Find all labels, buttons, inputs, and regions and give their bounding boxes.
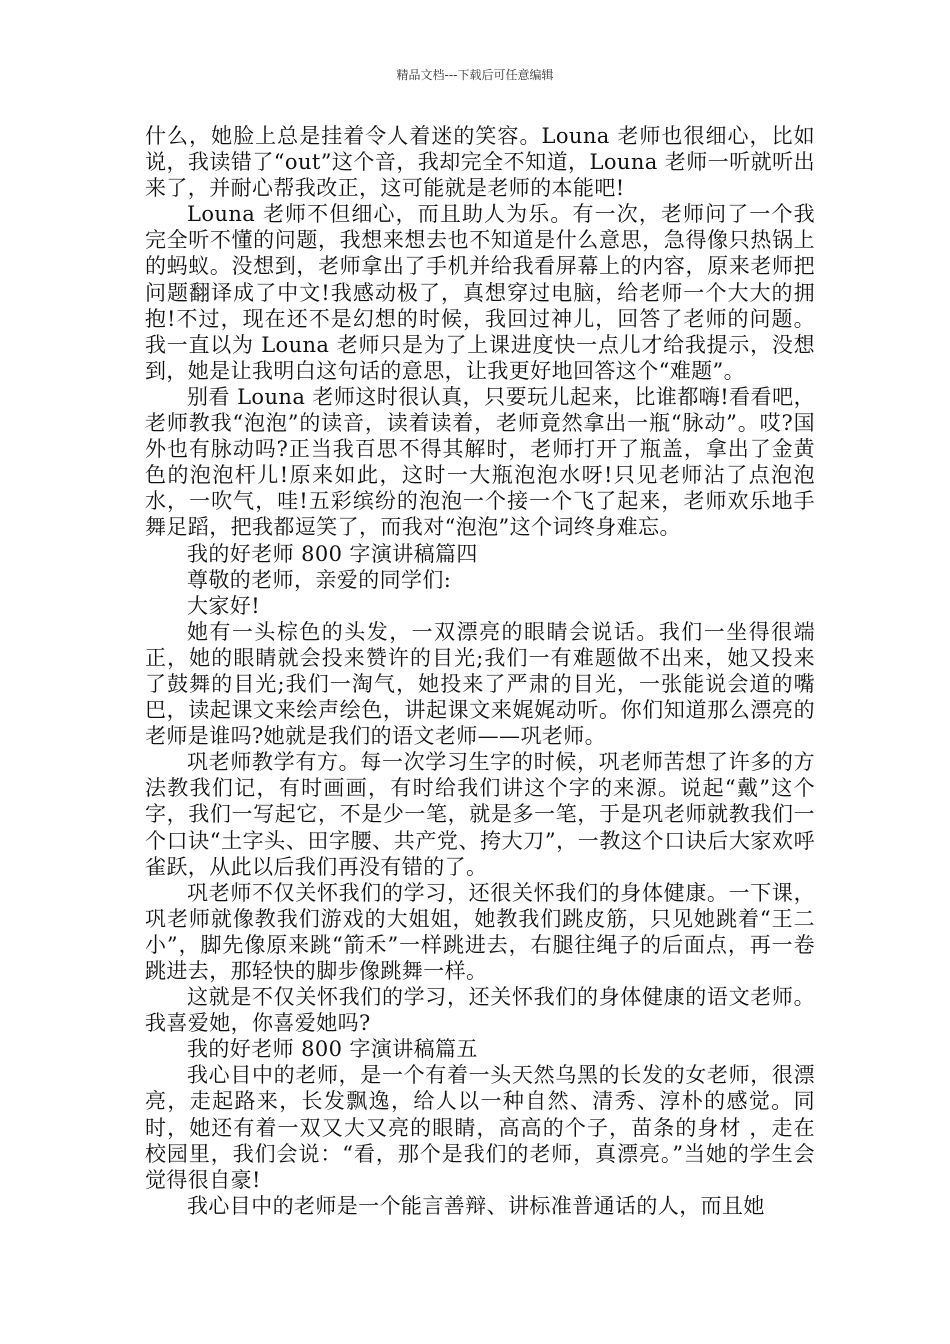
paragraph: 巩老师不仅关怀我们的学习，还很关怀我们的身体健康。一下课，巩老师就像教我们游戏的大姐姐，她教我们跳皮筋，只见她跳着“王二小”，脚先像原来跳“箭禾”一样跳进去，右腿往绳子的后面点，再一卷跳进去，那轻快的脚步像跳舞一样。 <box>145 880 815 983</box>
paragraph: 这就是不仅关怀我们的学习，还关怀我们的身体健康的语文老师。我喜爱她，你喜爱她吗? <box>145 985 815 1036</box>
paragraph: 别看 Louna 老师这时很认真，只要玩儿起来，比谁都嗨!看看吧，老师教我“泡泡”的读音，读着读着，老师竟然拿出一瓶“脉动”。哎?国外也有脉动吗?正当我百思不得其解时，老师打开了瓶盖，拿出了金黄色的泡泡杆儿!原来如此，这时一大瓶泡泡水呀!只见老师沾了点泡泡水，一吹气，哇!五彩缤纷的泡泡一个接一个飞了起来，老师欢乐地手舞足蹈，把我都逗笑了，而我对“泡泡”这个词终身难忘。 <box>145 384 815 540</box>
page-header: 精品文档---下载后可任意编辑 <box>396 68 554 82</box>
paragraph: Louna 老师不但细心，而且助人为乐。有一次，老师问了一个我完全听不懂的问题，我想来想去也不知道是什么意思，急得像只热锅上的蚂蚁。没想到，老师拿出了手机并给我看屏幕上的内容，原来老师把问题翻译成了中文!我感动极了，真想穿过电脑，给老师一个大大的拥抱!不过，现在还不是幻想的时候，我回过神儿，回答了老师的问题。我一直以为 Louna 老师只是为了上课进度快一点儿才给我提示，没想到，她是让我明白这句话的意思，让我更好地回答这个“难题”。 <box>145 202 815 383</box>
paragraph: 她有一头棕色的头发，一双漂亮的眼睛会说话。我们一坐得很端正，她的眼睛就会投来赞许的目光;我们一有难题做不出来，她又投来了鼓舞的目光;我们一淘气，她投来了严肃的目光，一张能说会道的嘴巴，读起课文来绘声绘色，讲起课文来娓娓动听。你们知道那么漂亮的老师是谁吗?她就是我们的语文老师——巩老师。 <box>145 619 815 749</box>
salutation: 尊敬的老师，亲爱的同学们: <box>187 567 452 592</box>
paragraph: 我心目中的老师是一个能言善辩、讲标准普通话的人，而且她 <box>187 1193 765 1218</box>
section-heading: 我的好老师 800 字演讲稿篇五 <box>187 1037 478 1062</box>
greeting: 大家好! <box>187 593 261 618</box>
paragraph-continued: 什么，她脸上总是挂着令人着迷的笑容。Louna 老师也很细心，比如说，我读错了“out”这个音，我却完全不知道，Louna 老师一听就听出来了，并耐心帮我改正，这可能就是老师的本能吧! <box>145 124 815 201</box>
paragraph: 我心目中的老师，是一个有着一头天然乌黑的长发的女老师，很漂亮，走起路来，长发飘逸，给人以一种自然、清秀、淳朴的感觉。同时，她还有着一双又大又亮的眼睛，高高的个子，苗条的身材 ，走在校园里，我们会说：“看，那个是我们的老师，真漂亮。”当她的学生会觉得很自豪! <box>145 1063 815 1192</box>
section-heading: 我的好老师 800 字演讲稿篇四 <box>187 541 478 566</box>
paragraph: 巩老师教学有方。每一次学习生字的时候，巩老师苦想了许多的方法教我们记，有时画画，有时给我们讲这个字的来源。说起“戴”这个字，我们一写起它，不是少一笔，就是多一笔，于是巩老师就教我们一个口诀“土字头、田字腰、共产党、挎大刀”，一教这个口诀后大家欢呼雀跃，从此以后我们再没有错的了。 <box>145 750 815 879</box>
document-body <box>145 123 815 1219</box>
